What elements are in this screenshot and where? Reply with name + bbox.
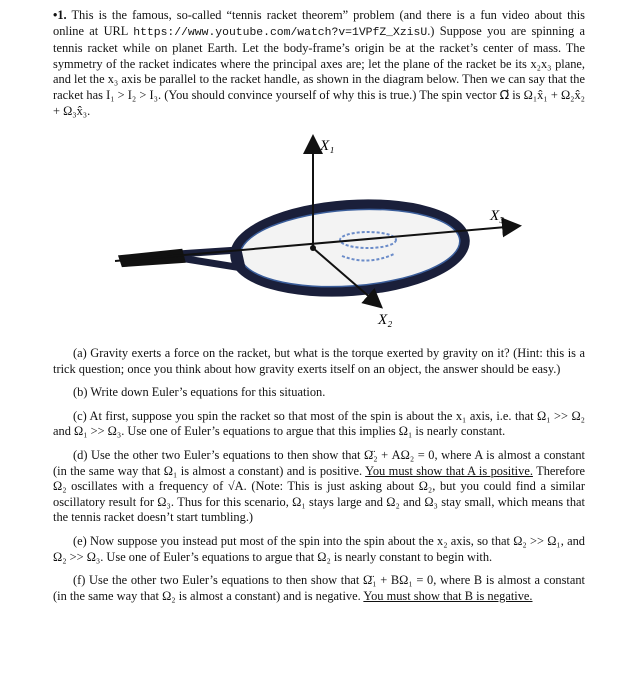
part-d-text-2: Therefore Ω₂ oscillates with a frequency of √A. (Note: This is just asking about Ω₂, but you could find a similar oscillatory result for Ω₃. Thus for this scenario, Ω₁ stays large and Ω₂ and Ω₃ stay small, which means that the tennis racket doesn’t start tumbling.) <box>53 463 585 525</box>
part-f <box>53 573 585 604</box>
part-d-underline: You must show that A is positive. <box>365 463 533 478</box>
axis-x2-label: X₂ <box>378 312 393 328</box>
center-of-mass <box>310 245 316 251</box>
part-a: (a) Gravity exerts a force on the racket, but what is the torque exerted by gravity on it? (Hint: this is a trick question; once you think about how gravity exerts itself on an object, the answer should be easy.) <box>53 346 585 376</box>
racket-diagram <box>110 128 530 338</box>
part-d-text-1: (d) Use the other two Euler’s equations to then show that Ω̈₂ + AΩ₂ = 0, where A is almost a constant (in the same way that Ω₁ is almost a constant) and is positive. <box>53 447 585 478</box>
part-b: (b) Write down Euler’s equations for this situation. <box>73 385 326 400</box>
axis-x1-label: X₁ <box>320 138 335 154</box>
part-f-underline: You must show that B is negative. <box>363 588 533 603</box>
part-f-text-1: (f) Use the other two Euler’s equations to then show that Ω̈₁ + BΩ₁ = 0, where B is almost a constant (in the same way that Ω₂ is almost a constant) and is negative. <box>53 573 585 603</box>
intro-text-2: .) Suppose you are spinning a tennis racket while on planet Earth. Let the body-frame’s origin be at the racket’s center of mass. The symmetry of the racket indicates where the principal axes are; let the plane of the racket be its x₂x₃ plane, and let the x₃ axis be parallel to the racket handle, as shown in the diagram below. Then we can say that the racket has I₁ > I₂ > I₃. (You should convince yourself of why this is true.) The spin vector Ω⃗ is Ω₁x̂₁ + Ω₂x̂₂ + Ω₃x̂₃. <box>53 23 585 118</box>
racket-diagram-svg <box>110 128 530 338</box>
intro-text-1: This is the famous, so-called “tennis racket theorem” problem (and there is a fun video about this online at URL <box>53 8 585 38</box>
problem-parts <box>53 346 585 612</box>
video-url[interactable]: https://www.youtube.com/watch?v=1VPfZ_XzisU <box>133 26 428 39</box>
part-d <box>53 448 585 526</box>
problem-number: •1. <box>53 8 67 22</box>
part-c: (c) At first, suppose you spin the racket so that most of the spin is about the x₁ axis, i.e. that Ω₁ >> Ω₂ and Ω₁ >> Ω₃. Use one of Euler’s equations to argue that this implies Ω₁ is nearly constant. <box>53 408 585 439</box>
problem-intro <box>53 8 585 119</box>
part-e: (e) Now suppose you instead put most of the spin into the spin about the x₂ axis, so that Ω₂ >> Ω₁, and Ω₂ >> Ω₃. Use one of Euler’s equations to argue that Ω₂ is nearly constant to begin with. <box>53 533 585 564</box>
axis-x3-label: X₃ <box>490 208 505 224</box>
